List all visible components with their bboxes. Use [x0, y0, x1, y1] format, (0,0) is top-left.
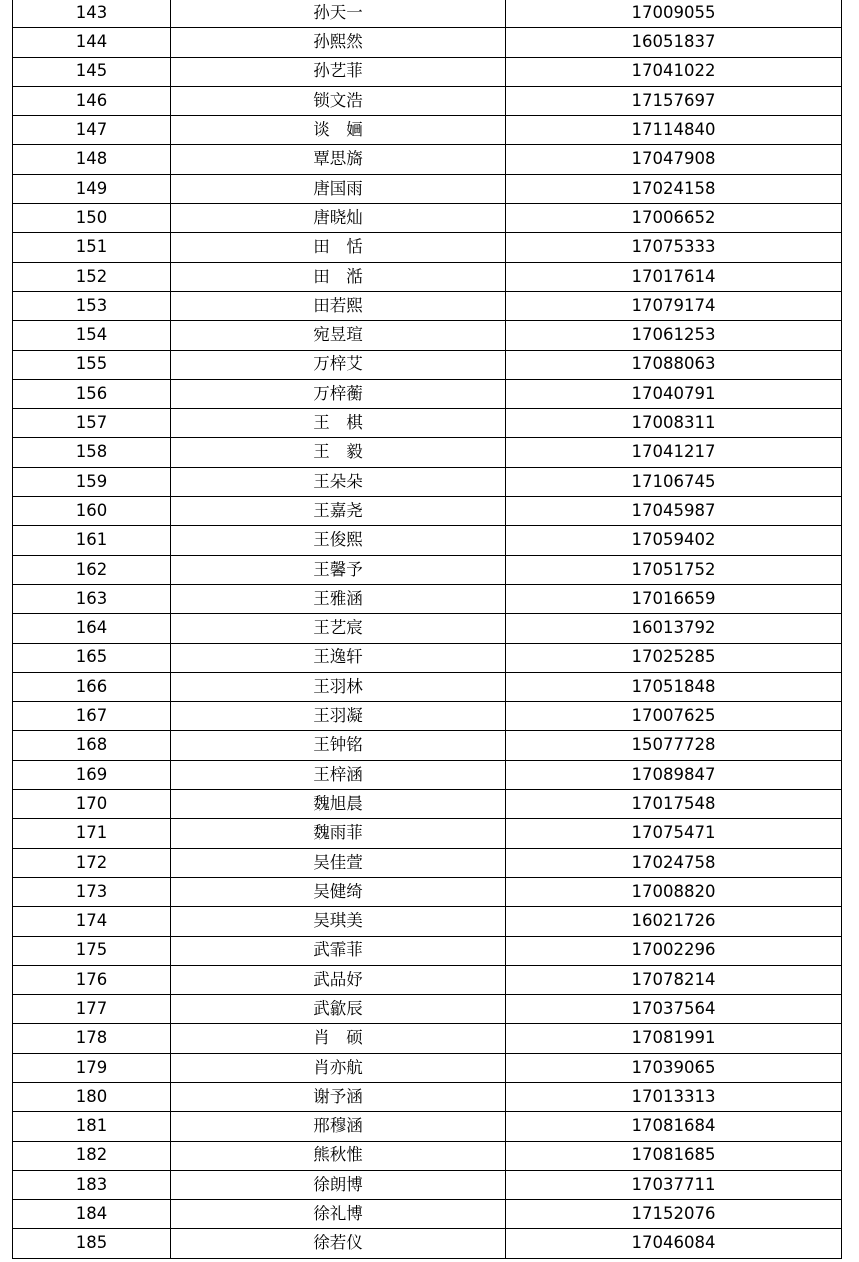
student-id-cell: 17025285 — [506, 643, 842, 672]
row-number-cell: 170 — [13, 790, 171, 819]
student-id-cell: 16051837 — [506, 28, 842, 57]
student-name-cell: 徐若仪 — [171, 1229, 506, 1258]
roster-table-body — [13, 0, 842, 1258]
table-row — [13, 790, 842, 819]
table-row — [13, 497, 842, 526]
student-id-cell: 17051752 — [506, 555, 842, 584]
table-row — [13, 1200, 842, 1229]
student-id-cell: 17152076 — [506, 1200, 842, 1229]
table-row — [13, 145, 842, 174]
student-name-cell: 万梓艾 — [171, 350, 506, 379]
row-number-cell: 181 — [13, 1112, 171, 1141]
student-id-cell: 17051848 — [506, 672, 842, 701]
row-number-cell: 162 — [13, 555, 171, 584]
table-row — [13, 350, 842, 379]
student-id-cell: 17078214 — [506, 965, 842, 994]
student-id-cell: 17009055 — [506, 0, 842, 28]
student-name-cell: 田若熙 — [171, 291, 506, 320]
student-name-cell: 肖 硕 — [171, 1024, 506, 1053]
row-number-cell: 178 — [13, 1024, 171, 1053]
row-number-cell: 161 — [13, 526, 171, 555]
student-name-cell: 唐国雨 — [171, 174, 506, 203]
table-row — [13, 379, 842, 408]
student-id-cell: 17079174 — [506, 291, 842, 320]
row-number-cell: 149 — [13, 174, 171, 203]
student-id-cell: 17037711 — [506, 1170, 842, 1199]
student-name-cell: 王 棋 — [171, 409, 506, 438]
student-name-cell: 王逸轩 — [171, 643, 506, 672]
student-name-cell: 田 恬 — [171, 233, 506, 262]
table-row — [13, 526, 842, 555]
table-row — [13, 555, 842, 584]
student-name-cell: 徐朗博 — [171, 1170, 506, 1199]
student-name-cell: 王雅涵 — [171, 584, 506, 613]
student-name-cell: 唐晓灿 — [171, 204, 506, 233]
table-row — [13, 1141, 842, 1170]
student-name-cell: 王俊熙 — [171, 526, 506, 555]
student-name-cell: 魏旭晨 — [171, 790, 506, 819]
table-row — [13, 672, 842, 701]
table-row — [13, 174, 842, 203]
row-number-cell: 148 — [13, 145, 171, 174]
table-row — [13, 614, 842, 643]
student-name-cell: 孙艺菲 — [171, 57, 506, 86]
student-name-cell: 王艺宸 — [171, 614, 506, 643]
student-id-cell: 17024758 — [506, 848, 842, 877]
student-id-cell: 17157697 — [506, 86, 842, 115]
table-row — [13, 1229, 842, 1258]
student-name-cell: 王嘉尧 — [171, 497, 506, 526]
row-number-cell: 146 — [13, 86, 171, 115]
row-number-cell: 154 — [13, 321, 171, 350]
row-number-cell: 171 — [13, 819, 171, 848]
student-id-cell: 17017614 — [506, 262, 842, 291]
student-name-cell: 锁文浩 — [171, 86, 506, 115]
student-name-cell: 覃思旖 — [171, 145, 506, 174]
table-row — [13, 1112, 842, 1141]
row-number-cell: 158 — [13, 438, 171, 467]
row-number-cell: 143 — [13, 0, 171, 28]
table-row — [13, 848, 842, 877]
student-id-cell: 17037564 — [506, 995, 842, 1024]
row-number-cell: 151 — [13, 233, 171, 262]
student-name-cell: 孙天一 — [171, 0, 506, 28]
student-id-cell: 16021726 — [506, 907, 842, 936]
row-number-cell: 163 — [13, 584, 171, 613]
table-row — [13, 1024, 842, 1053]
table-row — [13, 731, 842, 760]
row-number-cell: 145 — [13, 57, 171, 86]
table-row — [13, 877, 842, 906]
table-row — [13, 907, 842, 936]
student-id-cell: 17106745 — [506, 467, 842, 496]
student-name-cell: 吴琪美 — [171, 907, 506, 936]
student-name-cell: 王羽林 — [171, 672, 506, 701]
student-id-cell: 17041022 — [506, 57, 842, 86]
student-id-cell: 17075333 — [506, 233, 842, 262]
table-row — [13, 760, 842, 789]
student-name-cell: 王朵朵 — [171, 467, 506, 496]
row-number-cell: 185 — [13, 1229, 171, 1258]
student-id-cell: 17016659 — [506, 584, 842, 613]
row-number-cell: 152 — [13, 262, 171, 291]
student-name-cell: 武霏菲 — [171, 936, 506, 965]
table-row — [13, 262, 842, 291]
table-row — [13, 1082, 842, 1111]
student-id-cell: 16013792 — [506, 614, 842, 643]
row-number-cell: 177 — [13, 995, 171, 1024]
table-row — [13, 409, 842, 438]
student-id-cell: 17013313 — [506, 1082, 842, 1111]
student-id-cell: 17024158 — [506, 174, 842, 203]
row-number-cell: 180 — [13, 1082, 171, 1111]
table-row — [13, 1170, 842, 1199]
student-name-cell: 武歙辰 — [171, 995, 506, 1024]
row-number-cell: 156 — [13, 379, 171, 408]
row-number-cell: 179 — [13, 1053, 171, 1082]
student-id-cell: 17081685 — [506, 1141, 842, 1170]
student-name-cell: 孙熙然 — [171, 28, 506, 57]
table-row — [13, 291, 842, 320]
student-id-cell: 17007625 — [506, 702, 842, 731]
row-number-cell: 153 — [13, 291, 171, 320]
row-number-cell: 184 — [13, 1200, 171, 1229]
student-name-cell: 王钟铭 — [171, 731, 506, 760]
student-name-cell: 魏雨菲 — [171, 819, 506, 848]
row-number-cell: 150 — [13, 204, 171, 233]
student-name-cell: 王梓涵 — [171, 760, 506, 789]
row-number-cell: 157 — [13, 409, 171, 438]
roster-table — [12, 0, 842, 1259]
student-name-cell: 万梓蘅 — [171, 379, 506, 408]
table-row — [13, 1053, 842, 1082]
student-name-cell: 武品妤 — [171, 965, 506, 994]
table-row — [13, 702, 842, 731]
row-number-cell: 172 — [13, 848, 171, 877]
student-id-cell: 17045987 — [506, 497, 842, 526]
student-name-cell: 谢予涵 — [171, 1082, 506, 1111]
student-name-cell: 王羽凝 — [171, 702, 506, 731]
row-number-cell: 174 — [13, 907, 171, 936]
table-row — [13, 936, 842, 965]
table-row — [13, 467, 842, 496]
row-number-cell: 173 — [13, 877, 171, 906]
student-name-cell: 熊秋惟 — [171, 1141, 506, 1170]
row-number-cell: 167 — [13, 702, 171, 731]
table-row — [13, 57, 842, 86]
row-number-cell: 164 — [13, 614, 171, 643]
student-id-cell: 17040791 — [506, 379, 842, 408]
student-id-cell: 15077728 — [506, 731, 842, 760]
student-name-cell: 吴佳萱 — [171, 848, 506, 877]
row-number-cell: 166 — [13, 672, 171, 701]
table-row — [13, 643, 842, 672]
student-id-cell: 17006652 — [506, 204, 842, 233]
student-name-cell: 肖亦航 — [171, 1053, 506, 1082]
row-number-cell: 159 — [13, 467, 171, 496]
table-row — [13, 584, 842, 613]
student-name-cell: 徐礼博 — [171, 1200, 506, 1229]
student-id-cell: 17008311 — [506, 409, 842, 438]
table-row — [13, 321, 842, 350]
student-id-cell: 17081684 — [506, 1112, 842, 1141]
row-number-cell: 168 — [13, 731, 171, 760]
student-name-cell: 王馨予 — [171, 555, 506, 584]
student-id-cell: 17046084 — [506, 1229, 842, 1258]
table-row — [13, 28, 842, 57]
student-id-cell: 17017548 — [506, 790, 842, 819]
student-id-cell: 17081991 — [506, 1024, 842, 1053]
table-row — [13, 995, 842, 1024]
student-id-cell: 17114840 — [506, 116, 842, 145]
student-name-cell: 吴健绮 — [171, 877, 506, 906]
row-number-cell: 165 — [13, 643, 171, 672]
row-number-cell: 155 — [13, 350, 171, 379]
student-name-cell: 邢穆涵 — [171, 1112, 506, 1141]
student-id-cell: 17047908 — [506, 145, 842, 174]
student-id-cell: 17002296 — [506, 936, 842, 965]
table-row — [13, 438, 842, 467]
row-number-cell: 175 — [13, 936, 171, 965]
row-number-cell: 183 — [13, 1170, 171, 1199]
row-number-cell: 144 — [13, 28, 171, 57]
student-id-cell: 17041217 — [506, 438, 842, 467]
student-name-cell: 田 湉 — [171, 262, 506, 291]
student-id-cell: 17039065 — [506, 1053, 842, 1082]
row-number-cell: 160 — [13, 497, 171, 526]
row-number-cell: 147 — [13, 116, 171, 145]
table-row — [13, 0, 842, 28]
student-id-cell: 17075471 — [506, 819, 842, 848]
row-number-cell: 169 — [13, 760, 171, 789]
student-id-cell: 17089847 — [506, 760, 842, 789]
table-row — [13, 86, 842, 115]
student-id-cell: 17059402 — [506, 526, 842, 555]
table-row — [13, 204, 842, 233]
student-name-cell: 谈 婳 — [171, 116, 506, 145]
student-id-cell: 17061253 — [506, 321, 842, 350]
table-row — [13, 819, 842, 848]
student-id-cell: 17008820 — [506, 877, 842, 906]
table-row — [13, 965, 842, 994]
row-number-cell: 182 — [13, 1141, 171, 1170]
student-name-cell: 王 毅 — [171, 438, 506, 467]
student-id-cell: 17088063 — [506, 350, 842, 379]
row-number-cell: 176 — [13, 965, 171, 994]
student-name-cell: 宛昱瑄 — [171, 321, 506, 350]
table-row — [13, 116, 842, 145]
table-row — [13, 233, 842, 262]
